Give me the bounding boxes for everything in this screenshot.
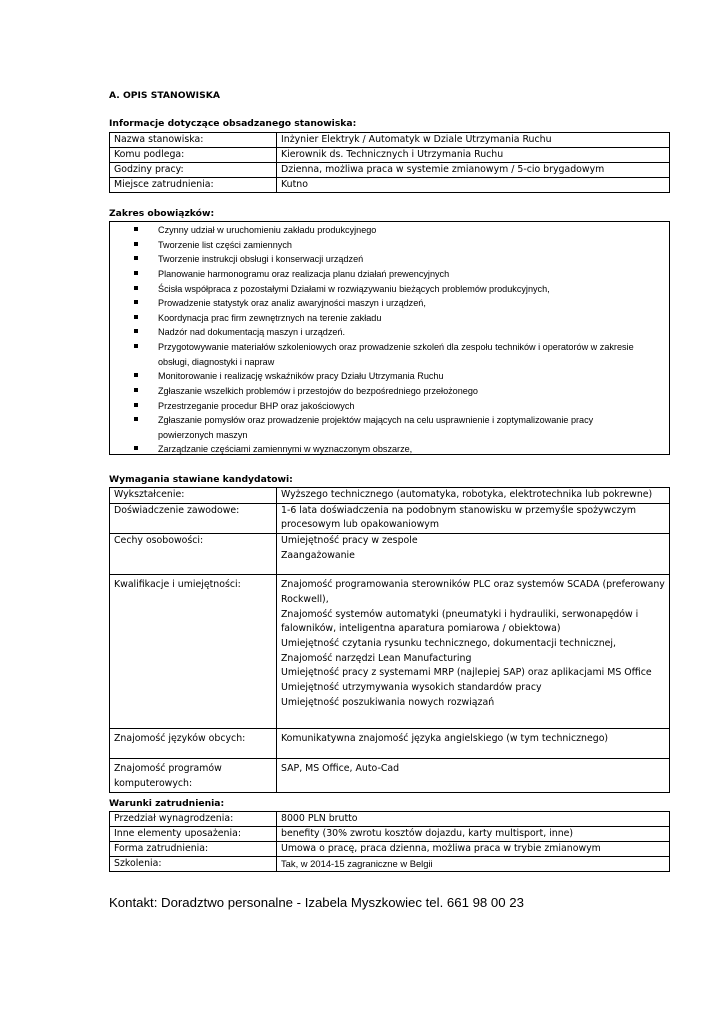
table-row [110,575,670,729]
row-value [277,503,670,533]
value-line: Umiejętność utrzymywania wysokich standardów pracy [281,682,542,694]
bullet-icon [134,446,138,450]
table-row [110,488,670,504]
table-row [110,729,670,759]
row-value [277,534,670,575]
row-value: Inżynier Elektryk / Automatyk w Dziale Utrzymania Ruchu [277,133,670,148]
row-value: Tak, w 2014-15 zagraniczne w Belgii [277,857,670,872]
duties-heading: Zakres obowiązków: [109,208,215,219]
bullet-icon [134,403,138,407]
row-label: Miejsce zatrudnienia: [110,178,277,193]
table-row [110,857,670,872]
row-label: Doświadczenie zawodowe: [110,503,277,533]
row-label: Nazwa stanowiska: [110,133,277,148]
requirements-heading: Wymagania stawiane kandydatowi: [109,474,293,485]
value-line: Rockwell), [281,593,329,605]
row-value: Kutno [277,178,670,193]
bullet-icon [134,344,138,348]
bullet-icon [134,242,138,246]
bullet-icon [134,329,138,333]
table-row [110,534,670,575]
label-line: Znajomość programów [114,763,222,775]
bullet-icon [134,271,138,275]
row-label: Godziny pracy: [110,163,277,178]
document-page: A. OPIS STANOWISKA Informacje dotyczące obsadzanego stanowiska: Nazwa stanowiska: Inżynier Elektryk / Automatyk w Dziale Utrzymania Ruchu Komu podlega: Kierownik ds. Technicznych i Utrzymania Ruchu Godziny pracy: Dzienna, możliwa praca w systemie zmianowym / 5-cio brygadowym Miejsce zatrudnienia: Kutno Zakres obowiązków: Czynny udział w uruchomieniu zakładu produkcyjnego Tworzenie list części zamiennych Tworzenie instrukcji obsługi i konserwacji urządzeń Planowanie harmonogramu oraz realizacja planu działań prewencyjnych Ścisła współpraca z pozostałymi Działami w rozwiązywaniu bieżących problemów produkcyjnych, Prowadzenie statystyk oraz analiz awaryjności maszyn i urządzeń, Koordynacja prac firm zewnętrznych na terenie zakładu Nadzór nad dokumentacją maszyn i urządzeń. Przygotowywanie materiałów szkoleniowych oraz prowadzenie szkoleń dla zespołu techników i operatorów w zakresie obsługi, diagnostyki i napraw Monitorowanie i realizację wskaźników pracy Działu Utrzymania Ruchu Zgłaszanie wszelkich problemów i przestojów do bezpośredniego przełożonego Przestrzeganie procedur BHP oraz jakościowych Zgłaszanie pomysłów oraz prowadzenie projektów mających na celu usprawnienie i zoptymalizowanie pracy powierzonych maszyn Zarządzanie częściami zamiennymi w wyznaczonym obszarze, Wymagania stawiane kandydatowi: Wykształcenie: Wyższego technicznego (automatyka, robotyka, elektrotechnika lub pokrewne) Doświadczenie zawodowe: 1-6 lata doświadczenia na podobnym stanowisku w przemyśle spożywczym procesowym lub opakowaniowym Cechy osobowości: Umiejętność pracy w zespole Zaangażowanie Kwalifikacje i umiejętności: Znajomość programowania sterowników PLC oraz systemów SCADA (preferowany Rockwell), Znajomość systemów automatyki (pneumatyki i hydrauliki, serwonapędów i falowników, inteligentna aparatura pomiarowa / obiektowa) Umiejętność czytania rysunku technicznego, dokumentacji technicznej, Znajomość narzędzi Lean Manufacturing Umiejętność pracy z systemami MRP (najlepiej SAP) oraz aplikacjami MS Office Umiejętność utrzymywania wysokich standardów pracy Umiejętność poszukiwania nowych rozwiązań Znajomość języków obcych: Komunikatywna znajomość języka angielskiego (w tym technicznego) Znajomość programów komputerowych: SAP, MS Office, Auto-Cad Warunki zatrudnienia: Przedział wynagrodzenia: 8000 PLN brutto Inne elementy uposażenia: benefity (30% zwrotu kosztów dojazdu, karty multisport, inne) Forma zatrudnienia: Umowa o pracę, praca dzienna, możliwa praca w trybie zmianowym Szkolenia: Tak, w 2014-15 zagraniczne w Belgii Kontakt: Doradztwo personalne - Izabela Myszkowiec tel. 661 98 00 23 [0,0,725,1024]
row-value: Wyższego technicznego (automatyka, robotyka, elektrotechnika lub pokrewne) [277,488,670,504]
value-line: Umiejętność pracy w zespole [281,535,418,547]
row-value: 8000 PLN brutto [277,812,670,827]
label-line: komputerowych: [114,777,193,789]
row-value: Dzienna, możliwa praca w systemie zmianowym / 5-cio brygadowym [277,163,670,178]
row-label [110,759,277,793]
value-line: 1-6 lata doświadczenia na podobnym stanowisku w przemyśle spożywczym [281,504,637,516]
table-row [110,812,670,827]
table-row [110,827,670,842]
row-label: Komu podlega: [110,148,277,163]
bullet-icon [134,417,138,421]
row-label: Kwalifikacje i umiejętności: [110,575,277,729]
position-info-heading: Informacje dotyczące obsadzanego stanowiska: [109,118,357,129]
bullet-icon [134,388,138,392]
value-line: Umiejętność pracy z systemami MRP (najlepiej SAP) oraz aplikacjami MS Office [281,667,652,679]
table-row [110,163,670,178]
table-row [110,148,670,163]
value-line: Umiejętność poszukiwania nowych rozwiązań [281,696,495,708]
bullet-icon [134,286,138,290]
table-row [110,178,670,193]
value-line: Umiejętność czytania rysunku technicznego, dokumentacji technicznej, [281,637,617,649]
bullet-icon [134,373,138,377]
bullet-icon [134,227,138,231]
section-title: A. OPIS STANOWISKA [109,90,220,101]
row-value: Umowa o pracę, praca dzienna, możliwa praca w trybie zmianowym [277,842,670,857]
table-row [110,759,670,793]
value-line: Znajomość systemów automatyki (pneumatyki i hydrauliki, serwonapędów i [281,608,639,620]
row-label: Szkolenia: [110,857,277,872]
row-label: Inne elementy uposażenia: [110,827,277,842]
value-line: Zaangażowanie [281,549,355,561]
row-value: Komunikatywna znajomość języka angielskiego (w tym technicznego) [277,729,670,759]
conditions-heading: Warunki zatrudnienia: [109,798,225,809]
table-row [110,503,670,533]
table-row [110,133,670,148]
row-label: Cechy osobowości: [110,534,277,575]
requirements-table [109,487,670,793]
value-line: Znajomość narzędzi Lean Manufacturing [281,652,472,664]
position-info-table [109,132,670,193]
row-label: Wykształcenie: [110,488,277,504]
bullet-icon [134,256,138,260]
value-line: falowników, inteligentna aparatura pomiarowa / obiektowa) [281,623,561,635]
row-value: benefity (30% zwrotu kosztów dojazdu, karty multisport, inne) [277,827,670,842]
table-row [110,842,670,857]
row-label: Przedział wynagrodzenia: [110,812,277,827]
bullet-icon [134,315,138,319]
value-line: procesowym lub opakowaniowym [281,519,439,531]
row-value: Kierownik ds. Technicznych i Utrzymania Ruchu [277,148,670,163]
value-line: Znajomość programowania sterowników PLC oraz systemów SCADA (preferowany [281,579,665,591]
row-label: Forma zatrudnienia: [110,842,277,857]
row-label: Znajomość języków obcych: [110,729,277,759]
conditions-table [109,811,670,872]
row-value: SAP, MS Office, Auto-Cad [277,759,670,793]
contact-line: Kontakt: Doradztwo personalne - Izabela Myszkowiec tel. 661 98 00 23 [109,895,524,910]
row-value [277,575,670,729]
bullet-icon [134,300,138,304]
